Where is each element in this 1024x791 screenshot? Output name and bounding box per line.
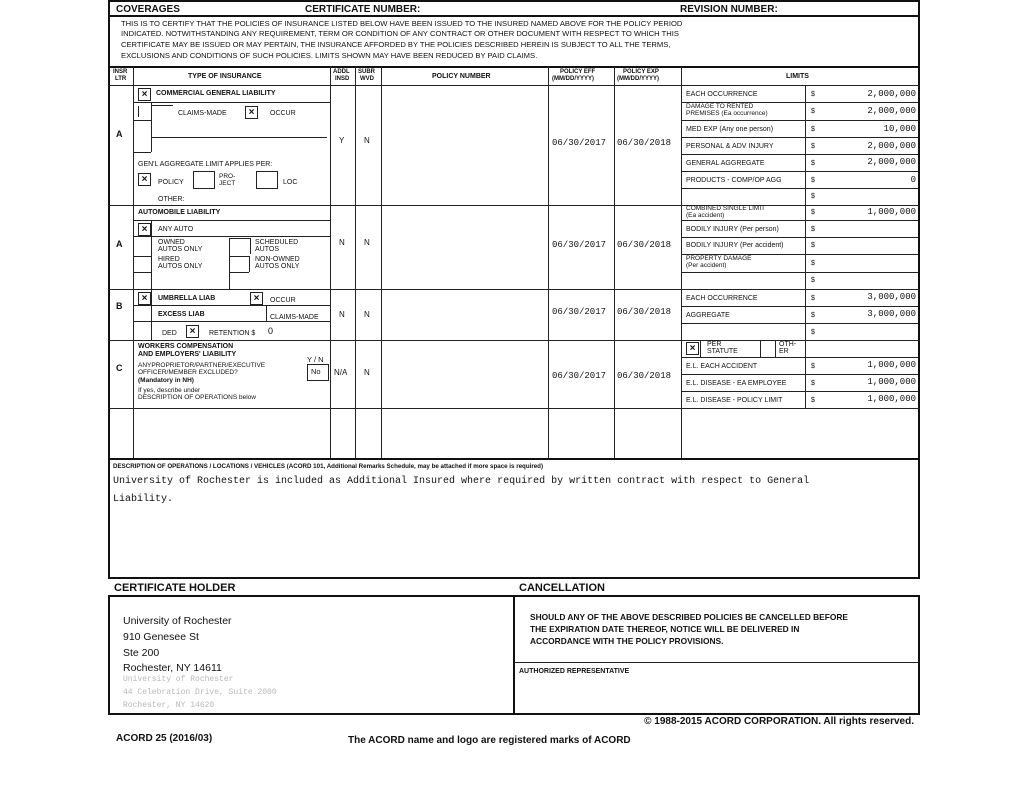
holder-divider — [513, 595, 515, 715]
wc-policy-eff: 06/30/2017 — [552, 371, 607, 381]
wc-describe-line: If yes, describe under — [138, 387, 201, 394]
aggregate-applies-label: GEN'L AGGREGATE LIMIT APPLIES PER: — [138, 161, 273, 168]
holder-left-border — [108, 595, 110, 715]
dollar-sign: $ — [811, 226, 815, 233]
any-auto-label: ANY AUTO — [158, 226, 194, 233]
auto-rule — [151, 220, 152, 289]
wc-bottom-rule — [108, 408, 920, 409]
umbrella-policy-eff: 06/30/2017 — [552, 307, 607, 317]
per-statute-label-2: STATUTE — [707, 348, 738, 355]
signature-area[interactable] — [519, 680, 909, 710]
umbrella-rule — [266, 305, 267, 321]
umbrella-limit-value: 3,000,000 — [867, 292, 916, 302]
gl-addl-insd: Y — [339, 136, 345, 145]
authorized-rule — [514, 662, 919, 663]
wc-limit-value: 1,000,000 — [867, 394, 916, 404]
limit-rule — [681, 323, 918, 324]
auto-rule — [134, 220, 330, 221]
notice-line-4: EXCLUSIONS AND CONDITIONS OF SUCH POLICIES. LIMITS SHOWN MAY HAVE BEEN REDUCED BY PAID CLAIMS. — [121, 51, 538, 60]
col-type: TYPE OF INSURANCE — [188, 73, 262, 80]
auto-rule — [134, 272, 151, 273]
wc-limit-rule — [775, 340, 776, 357]
gl-box-line — [134, 152, 151, 153]
dollar-sign: $ — [811, 312, 815, 319]
gl-limit-value: 2,000,000 — [867, 141, 916, 151]
table-top-rule — [108, 66, 920, 68]
wc-mandatory-line: (Mandatory in NH) — [138, 377, 194, 384]
description-text-2: Liability. — [113, 494, 174, 505]
gl-limit-label: PRODUCTS - COMP/OP AGG — [686, 177, 782, 184]
auto-bottom-rule — [108, 289, 920, 290]
umbrella-checkbox[interactable]: × — [138, 292, 151, 305]
retention-label: RETENTION $ — [209, 330, 256, 337]
limit-rule — [681, 120, 918, 121]
excess-liab-label: EXCESS LIAB — [158, 311, 205, 318]
holder-name: University of Rochester — [123, 615, 232, 627]
auto-rule — [249, 256, 250, 272]
umbrella-insr-ltr: B — [116, 301, 123, 311]
umbrella-addl-insd: N — [339, 310, 345, 319]
dollar-sign: $ — [811, 363, 815, 370]
gl-limit-label: GENERAL AGGREGATE — [686, 160, 765, 167]
wc-description-line: DESCRIPTION OF OPERATIONS below — [138, 394, 256, 401]
auto-limit-label: BODILY INJURY (Per accident) — [686, 242, 784, 249]
dollar-sign: $ — [811, 160, 815, 167]
limit-rule — [681, 357, 918, 358]
policy-label: POLICY — [158, 179, 184, 186]
wc-excluded-value: No — [311, 367, 321, 376]
umbrella-rule — [134, 321, 330, 322]
retention-checkbox[interactable]: × — [186, 325, 199, 338]
gl-policy-eff: 06/30/2017 — [552, 138, 607, 148]
trademark-notice: The ACORD name and logo are registered marks of ACORD — [348, 735, 631, 746]
owned-label-2: AUTOS ONLY — [158, 246, 203, 253]
form-number: ACORD 25 (2016/03) — [116, 733, 213, 744]
col-divider — [381, 66, 382, 458]
umbrella-bottom-rule — [108, 340, 920, 341]
umbrella-limit-value: 3,000,000 — [867, 309, 916, 319]
col-policy-number: POLICY NUMBER — [432, 73, 491, 80]
holder-suite: Ste 200 — [123, 647, 160, 659]
header-bottom-rule — [108, 85, 920, 86]
gl-box-line — [134, 120, 151, 121]
scheduled-label: SCHEDULED — [255, 239, 299, 246]
project-checkbox[interactable] — [193, 171, 215, 189]
umbrella-limit-label: EACH OCCURRENCE — [686, 295, 758, 302]
auto-limit-label: BODILY INJURY (Per person) — [686, 226, 779, 233]
auto-limit-label-2: (Ea accident) — [686, 212, 725, 219]
wc-yn-label: Y / N — [307, 355, 324, 364]
dollar-sign: $ — [811, 209, 815, 216]
auto-rule — [229, 272, 249, 273]
limit-rule — [681, 154, 918, 155]
ded-label: DED — [162, 330, 177, 337]
auto-limit-label: PROPERTY DAMAGE — [686, 255, 752, 262]
col-addl-2: INSD — [335, 76, 350, 82]
col-divider — [805, 86, 806, 408]
auto-policy-exp: 06/30/2018 — [617, 240, 672, 250]
coverages-heading: COVERAGES — [116, 4, 180, 15]
holder-street: 910 Genesee St — [123, 631, 199, 643]
dollar-sign: $ — [811, 242, 815, 249]
gl-limit-value: 2,000,000 — [867, 106, 916, 116]
gl-title: COMMERCIAL GENERAL LIABILITY — [156, 90, 276, 97]
per-statute-checkbox[interactable]: × — [686, 342, 699, 355]
occur-label: OCCUR — [270, 110, 296, 117]
wc-limit-label: E.L. DISEASE - POLICY LIMIT — [686, 397, 783, 404]
limit-rule — [681, 137, 918, 138]
wc-title-2: AND EMPLOYERS' LIABILITY — [138, 351, 237, 358]
col-insr-ltr: INSR — [113, 69, 128, 75]
cancellation-text-3: ACCORDANCE WITH THE POLICY PROVISIONS. — [530, 636, 724, 646]
wc-title: WORKERS COMPENSATION — [138, 343, 234, 350]
certificate-holder-heading: CERTIFICATE HOLDER — [114, 582, 236, 594]
umbrella-occur-label: OCCUR — [270, 297, 296, 304]
gl-insr-ltr: A — [116, 129, 123, 139]
per-statute-label: PER — [707, 341, 722, 348]
notice-line-2: INDICATED. NOTWITHSTANDING ANY REQUIREMENT, TERM OR CONDITION OF ANY CONTRACT OR OTHER DOCUMENT WITH RESPECT TO WHICH THIS — [121, 29, 679, 38]
auto-title: AUTOMOBILE LIABILITY — [138, 209, 221, 216]
umbrella-limit-label: AGGREGATE — [686, 312, 730, 319]
gl-bottom-rule — [108, 205, 920, 206]
project-label: PRO- — [219, 173, 236, 180]
auto-limit-label: COMBINED SINGLE LIMIT — [686, 205, 766, 212]
claims-made-checkbox[interactable] — [138, 106, 150, 117]
gl-checkbox[interactable]: × — [138, 88, 151, 101]
authorized-representative-label: AUTHORIZED REPRESENTATIVE — [519, 668, 630, 675]
certificate-number-label: CERTIFICATE NUMBER: — [305, 4, 421, 15]
cancellation-text: SHOULD ANY OF THE ABOVE DESCRIBED POLICIES BE CANCELLED BEFORE — [530, 612, 848, 622]
header-rule — [108, 15, 920, 17]
limit-rule — [681, 171, 918, 172]
limit-rule — [681, 306, 918, 307]
hired-label-2: AUTOS ONLY — [158, 263, 203, 270]
dollar-sign: $ — [811, 108, 815, 115]
col-divider — [355, 66, 356, 458]
limit-rule — [681, 374, 918, 375]
description-text: University of Rochester is included as Additional Insured where required by written contract with respect to General — [113, 476, 810, 487]
auto-subr-wvd: N — [364, 238, 370, 247]
description-label: DESCRIPTION OF OPERATIONS / LOCATIONS / VEHICLES (ACORD 101, Additional Remarks Schedule, may be attached if more space is required) — [113, 463, 544, 470]
wc-limit-rule — [760, 340, 761, 357]
holder-ghost-name: University of Rochester — [123, 675, 234, 684]
dollar-sign: $ — [811, 380, 815, 387]
limit-rule — [681, 272, 918, 273]
gl-limit-label: EACH OCCURRENCE — [686, 91, 758, 98]
dollar-sign: $ — [811, 329, 815, 336]
other-label: OTHER: — [158, 196, 185, 203]
dollar-sign: $ — [811, 91, 815, 98]
loc-label: LOC — [283, 179, 298, 186]
wc-limit-label: E.L. EACH ACCIDENT — [686, 363, 758, 370]
umbrella-subr-wvd: N — [364, 310, 370, 319]
gl-limit-value: 10,000 — [883, 124, 916, 134]
col-subr-2: WVD — [360, 76, 374, 82]
umbrella-occur-checkbox[interactable]: × — [250, 292, 263, 305]
notice-line-1: THIS IS TO CERTIFY THAT THE POLICIES OF INSURANCE LISTED BELOW HAVE BEEN ISSUED TO THE INSURED NAMED ABOVE FOR THE POLICY PERIOD — [121, 19, 683, 28]
auto-policy-eff: 06/30/2017 — [552, 240, 607, 250]
gl-box-line — [151, 105, 173, 106]
gl-limit-label: PERSONAL & ADV INJURY — [686, 143, 774, 150]
auto-rule — [229, 256, 249, 257]
gl-limit-label-2: PREMISES (Ea occurrence) — [686, 110, 768, 117]
col-divider — [548, 66, 549, 458]
dollar-sign: $ — [811, 295, 815, 302]
dollar-sign: $ — [811, 260, 815, 267]
limit-rule — [681, 220, 918, 221]
wc-limit-label: E.L. DISEASE - EA EMPLOYEE — [686, 380, 787, 387]
holder-right-border — [918, 595, 920, 715]
wc-addl-insd: N/A — [334, 368, 348, 377]
auto-rule — [134, 256, 151, 257]
umbrella-claims-made-label: CLAIMS-MADE — [270, 314, 319, 321]
wc-limit-value: 1,000,000 — [867, 360, 916, 370]
col-policy-exp-2: (MM/DD/YYYY) — [617, 76, 659, 82]
wc-officer-line: OFFICER/MEMBER EXCLUDED? — [138, 369, 238, 376]
col-divider — [681, 66, 682, 458]
dollar-sign: $ — [811, 126, 815, 133]
limit-rule — [681, 391, 918, 392]
col-policy-exp: POLICY EXP — [623, 69, 659, 75]
wc-proprietor-line: ANYPROPRIETOR/PARTNER/EXECUTIVE — [138, 362, 266, 369]
cancellation-heading: CANCELLATION — [519, 582, 605, 594]
notice-line-3: CERTIFICATE MAY BE ISSUED OR MAY PERTAIN, THE INSURANCE AFFORDED BY THE POLICIES DESCRIBED HEREIN IS SUBJECT TO ALL THE TERMS, — [121, 40, 671, 49]
dollar-sign: $ — [811, 177, 815, 184]
gl-limit-value: 2,000,000 — [867, 89, 916, 99]
wc-policy-exp: 06/30/2018 — [617, 371, 672, 381]
holder-bottom-rule — [108, 713, 920, 715]
coverage-bottom-rule — [108, 458, 920, 460]
limit-rule — [681, 188, 918, 189]
owned-label: OWNED — [158, 239, 185, 246]
umbrella-liab-label: UMBRELLA LIAB — [158, 295, 216, 302]
gl-rule — [134, 102, 330, 103]
oth-er-label: OTH- — [779, 341, 797, 348]
retention-value: 0 — [268, 326, 274, 336]
holder-city: Rochester, NY 14611 — [123, 662, 222, 674]
col-addl: ADDL — [333, 69, 350, 75]
auto-insr-ltr: A — [116, 239, 123, 249]
dollar-sign: $ — [811, 143, 815, 150]
occur-checkbox[interactable]: × — [245, 106, 258, 119]
umbrella-policy-exp: 06/30/2018 — [617, 307, 672, 317]
auto-limit-label-2: (Per accident) — [686, 262, 727, 269]
project-label-2: JECT — [219, 180, 236, 187]
gl-limit-label: DAMAGE TO RENTED — [686, 103, 754, 110]
gl-limit-label: MED EXP (Any one person) — [686, 126, 774, 133]
dollar-sign: $ — [811, 397, 815, 404]
col-divider — [330, 66, 331, 458]
nonowned-label-2: AUTOS ONLY — [255, 263, 300, 270]
holder-ghost-city: Rochester, NY 14620 — [123, 701, 215, 710]
umbrella-rule — [151, 289, 152, 340]
col-divider — [133, 66, 134, 458]
gl-limit-value: 0 — [910, 175, 916, 185]
loc-checkbox[interactable] — [256, 171, 278, 189]
gl-limit-value: 2,000,000 — [867, 157, 916, 167]
wc-limit-value: 1,000,000 — [867, 377, 916, 387]
hired-label: HIRED — [158, 256, 180, 263]
cancellation-text-2: THE EXPIRATION DATE THEREOF, NOTICE WILL BE DELIVERED IN — [530, 624, 800, 634]
col-subr: SUBR — [358, 69, 376, 75]
col-policy-eff-2: (MM/DD/YYYY) — [552, 76, 594, 82]
nonowned-label: NON-OWNED — [255, 256, 300, 263]
limit-rule — [681, 237, 918, 238]
gl-subr-wvd: N — [364, 136, 370, 145]
scheduled-label-2: AUTOS — [255, 246, 279, 253]
top-border — [108, 0, 920, 2]
wc-limit-rule — [700, 340, 701, 357]
oth-er-label-2: ER — [779, 348, 789, 355]
auto-limit-value: 1,000,000 — [867, 207, 916, 217]
auto-rule — [229, 253, 230, 289]
auto-rule — [134, 236, 330, 237]
auto-addl-insd: N — [339, 238, 345, 247]
wc-insr-ltr: C — [116, 363, 123, 373]
scheduled-checkbox[interactable] — [229, 238, 251, 254]
any-auto-checkbox[interactable]: × — [138, 223, 151, 236]
col-divider — [614, 66, 615, 458]
gl-policy-exp: 06/30/2018 — [617, 138, 672, 148]
gl-box-line — [151, 102, 152, 152]
col-limits: LIMITS — [786, 73, 809, 80]
wc-subr-wvd: N — [364, 368, 370, 377]
copyright: © 1988-2015 ACORD CORPORATION. All rights reserved. — [644, 716, 914, 727]
policy-checkbox[interactable]: × — [138, 173, 151, 186]
dollar-sign: $ — [811, 193, 815, 200]
description-bottom-rule — [108, 577, 920, 579]
dollar-sign: $ — [811, 277, 815, 284]
claims-made-label: CLAIMS-MADE — [178, 110, 227, 117]
umbrella-rule — [134, 305, 330, 306]
holder-ghost-street: 44 Celebration Drive, Suite 2000 — [123, 688, 277, 697]
col-policy-eff: POLICY EFF — [560, 69, 596, 75]
revision-number-label: REVISION NUMBER: — [680, 4, 778, 15]
gl-box-line — [151, 137, 327, 138]
col-insr-ltr-2: LTR — [115, 76, 127, 82]
